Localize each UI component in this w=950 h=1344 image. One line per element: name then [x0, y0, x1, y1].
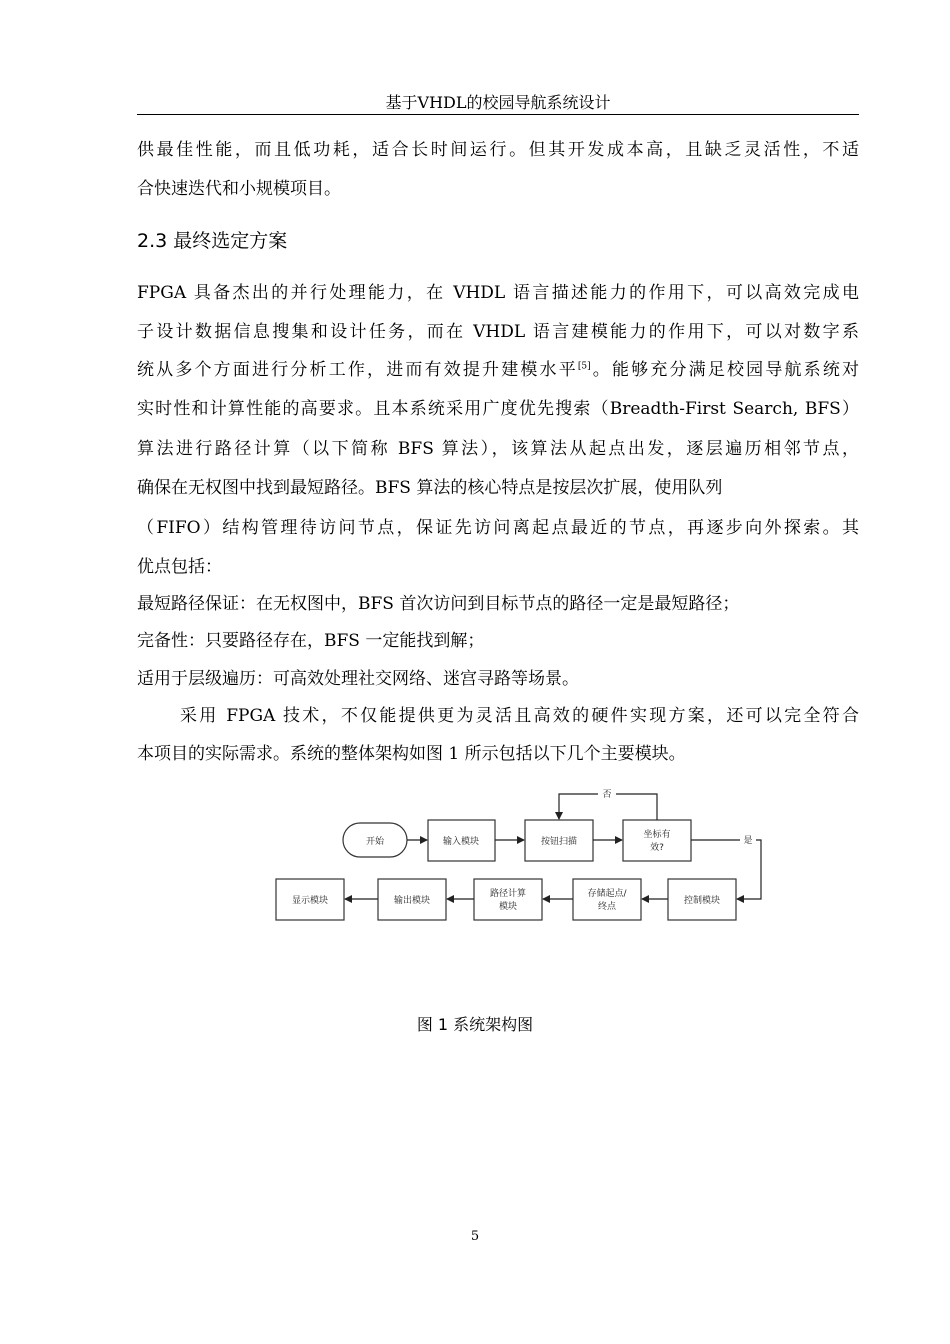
paragraph-line: （FIFO）结构管理待访问节点，保证先访问离起点最近的节点，再逐步向外探索。其 [137, 518, 859, 538]
paragraph-text: 。能够充分满足校园导航系统对 [590, 360, 860, 380]
paragraph-line: 采用 FPGA 技术，不仅能提供更为灵活且高效的硬件实现方案，还可以完全符合 [180, 706, 859, 726]
bullet-line: 适用于层级遍历：可高效处理社交网络、迷宫寻路等场景。 [137, 669, 579, 689]
bullet-line: 最短路径保证：在无权图中，BFS 首次访问到目标节点的路径一定是最短路径； [137, 594, 740, 614]
valid-label-2: 效? [650, 843, 664, 853]
coordinate-valid-node [623, 820, 691, 861]
path-label-2: 模块 [498, 902, 518, 912]
input-label: 输入模块 [442, 837, 480, 847]
bullet-line: 完备性：只要路径存在，BFS 一定能找到解； [137, 631, 485, 651]
store-label-1: 存储起点/ [587, 889, 627, 899]
paragraph-line: 实时性和计算性能的高要求。且本系统采用广度优先搜索（Breadth-First Search, BFS） [137, 399, 859, 419]
paragraph-line: 确保在无权图中找到最短路径。BFS 算法的核心特点是按层次扩展，使用队列 [137, 478, 723, 498]
control-label: 控制模块 [683, 896, 721, 906]
paragraph-line: 供最佳性能，而且低功耗，适合长时间运行。但其开发成本高，且缺乏灵活性，不适 [137, 140, 859, 160]
path-calc-node [474, 879, 542, 920]
header-rule [137, 114, 859, 115]
yes-label: 是 [743, 836, 753, 846]
section-heading: 2.3 最终选定方案 [137, 230, 288, 252]
citation-ref: [5] [577, 361, 591, 372]
display-label: 显示模块 [291, 896, 329, 906]
page-number: 5 [470, 1229, 480, 1244]
scan-label: 按钮扫描 [540, 837, 578, 847]
store-label-2: 终点 [597, 902, 617, 912]
running-header-title: 基于VHDL的校园导航系统设计 [385, 93, 611, 112]
paragraph-line: 合快速迭代和小规模项目。 [137, 179, 341, 199]
path-label-1: 路径计算 [489, 889, 527, 899]
paragraph-line [137, 358, 859, 382]
system-architecture-diagram [262, 780, 782, 950]
paragraph-line: 子设计数据信息搜集和设计任务，而在 VHDL 语言建模能力的作用下，可以对数字系 [137, 322, 859, 342]
paragraph-line: 算法进行路径计算（以下简称 BFS 算法），该算法从起点出发，逐层遍历相邻节点， [137, 439, 859, 459]
paragraph-text: 统从多个方面进行分析工作，进而有效提升建模水平 [137, 360, 578, 380]
paragraph-line: 优点包括： [137, 557, 222, 577]
valid-label-1: 坐标有 [643, 830, 671, 840]
no-label: 否 [602, 790, 612, 800]
figure-caption: 图 1 系统架构图 [416, 1015, 534, 1034]
output-label: 输出模块 [393, 896, 431, 906]
paragraph-line: 本项目的实际需求。系统的整体架构如图 1 所示包括以下几个主要模块。 [137, 744, 686, 764]
start-label: 开始 [365, 837, 385, 847]
paragraph-line: FPGA 具备杰出的并行处理能力，在 VHDL 语言描述能力的作用下，可以高效完成电 [137, 283, 859, 303]
store-start-end-node [573, 879, 641, 920]
